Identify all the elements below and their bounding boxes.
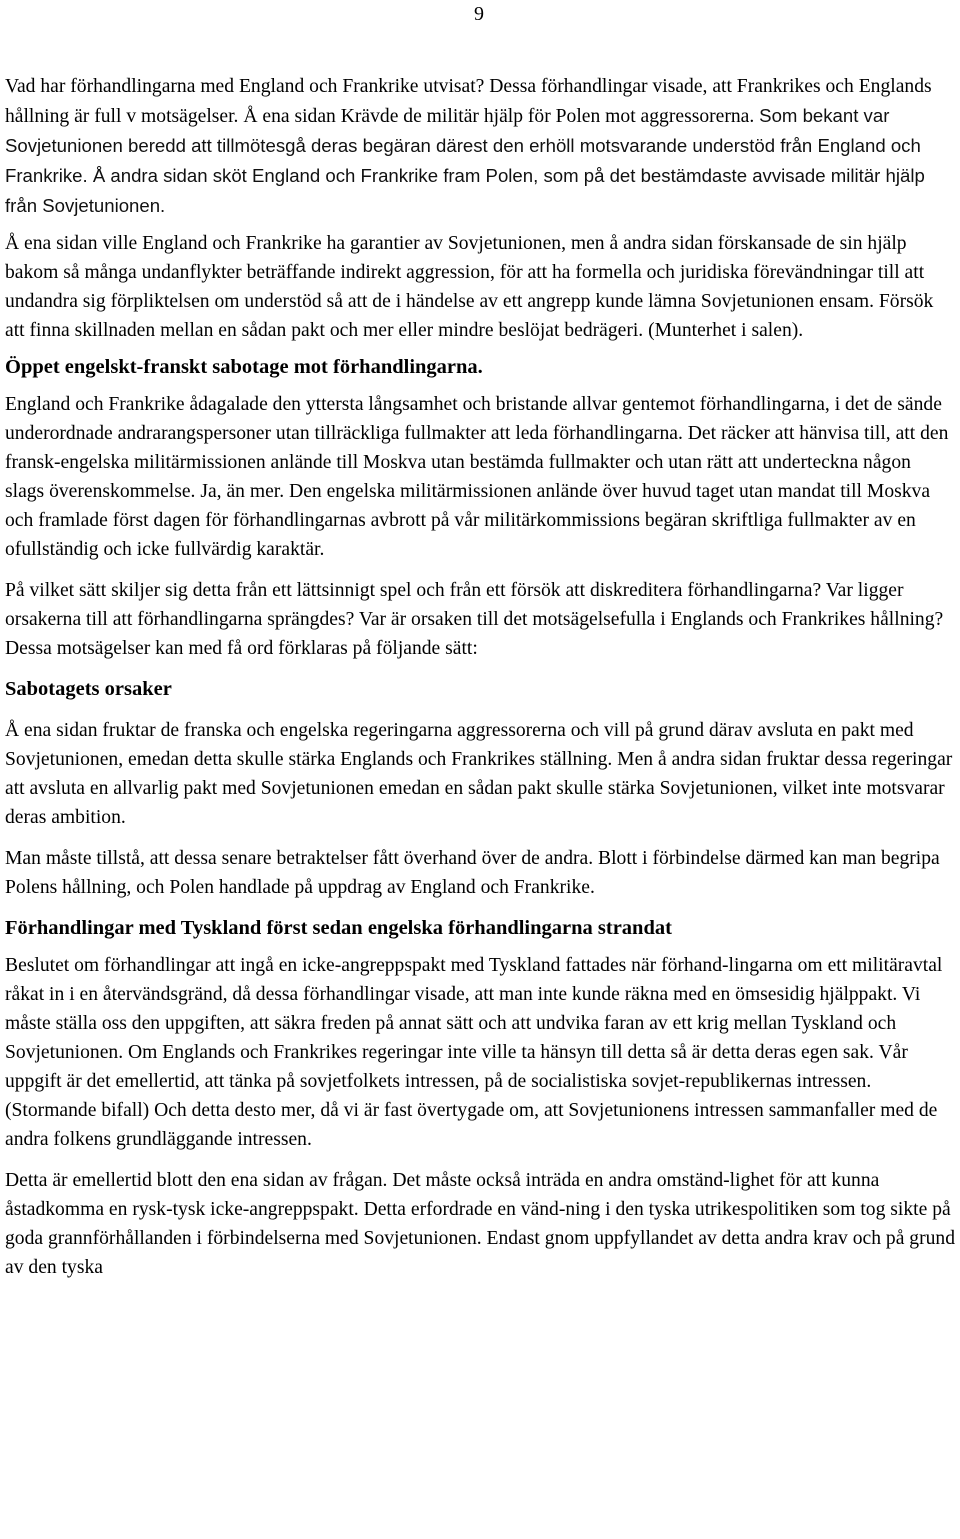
paragraph-questions: På vilket sätt skiljer sig detta från ett lättsinnigt spel och från ett försök att diskreditera förhandlingarna? Var ligger orsakerna till att förhandlingarna sprängdes? Var är orsaken till det motsägelsefulla i Englands och Frankrikes hållning? Dessa motsägelser kan med få ord förklaras på följande sätt: <box>5 580 944 659</box>
paragraph-garantier: Å ena sidan ville England och Frankrike ha garantier av Sovjetunionen, men å andra sidan förskansade de sin hjälp bakom så många undanflykter beträffande indirekt aggression, för att ha formella och juridiska förevändningar till att undandra sig förpliktelsen om understöd så att de i händelse av ett angrepp kunde lämna Sovjetunionen ensam. Försök att finna skillnaden mellan en sådan pakt och mer eller mindre beslöjat bedrägeri. (Munterhet i salen). <box>5 233 934 341</box>
paragraph-detta: Detta är emellertid blott den ena sidan av frågan. Det måste också inträda en andra omständ-lighet för att kunna åstadkomma en rysk-tysk icke-angreppspakt. Detta erfordrade en vänd-ning i den tyska utrikespolitiken som tog sikte på goda grannförhållanden i förbindelserna med Sovjetunionen. Endast gnom uppfyllandet av detta andra krav och på grund av den tyska <box>5 1170 956 1278</box>
intro-sans-text: Som bekant var Sovjetunionen beredd att tillmötesgå deras begäran därest den erhöll motsvarande understöd från England och Frankrike. Å andra sidan sköt England och Frankrike fram Polen, som på det bestämdaste avvisade militär hjälp från Sovjetunionen. <box>5 105 925 216</box>
paragraph-polen: Man måste tillstå, att dessa senare betraktelser fått överhand över de andra. Blott i förbindelse därmed kan man begripa Polens hållning, och Polen handlade på uppdrag av England och Frankrike. <box>5 848 940 898</box>
paragraph-langsamhet: England och Frankrike ådagalade den yttersta långsamhet och bristande allvar gentemot förhandlingarna, i det de sände underordnade andrarangspersoner utan tillräckliga fullmakter att leda förhandlingarna. Det räcker att hänvisa till, att den fransk-engelska militärmissionen anlände till Moskva utan bestämda fullmakter och utan rätt att underteckna någon slags överenskommelse. Ja, än mer. Den engelska militärmissionen anlände över huvud taget utan mandat till Moskva och framlade först dagen för förhandlingarnas avbrott på vår militärkommissions begäran skriftliga fullmakter av en ofullständig och icke fullvärdig karaktär. <box>5 394 949 560</box>
heading-sabotage: Öppet engelskt-franskt sabotage mot förhandlingarna. <box>5 356 483 378</box>
intro-serif-text: Vad har förhandlingarna med England och Frankrike utvisat? Dessa förhandlingar visade, att Frankrikes och Englands hållning är full v motsägelser. Å ena sidan Krävde de militär hjälp för Polen mot aggressorerna. <box>5 76 932 127</box>
heading-orsaker: Sabotagets orsaker <box>5 678 172 700</box>
document-body <box>5 72 955 1282</box>
heading-tyskland: Förhandlingar med Tyskland först sedan engelska förhandlingarna strandat <box>5 917 672 939</box>
page-number: 9 <box>474 3 484 25</box>
paragraph-beslutet: Beslutet om förhandlingar att ingå en icke-angreppspakt med Tyskland fattades när förhand-lingarna om ett militäravtal råkat in i en återvändsgränd, då dessa förhandlingar visade, att man inte kunde räkna med en ömsesidig hjälppakt. Vi måste ställa oss den uppgiften, att säkra freden på annat sätt och att undvika faran av ett krig mellan Tyskland och Sovjetunionen. Om Englands och Frankrikes regeringar inte ville ta hänsyn till detta så är detta deras egen sak. Vår uppgift är det emellertid, att tänka på sovjetfolkets intressen, på de socialistiska sovjet-republikernas intressen. (Stormande bifall) Och detta desto mer, då vi är fast övertygade om, att Sovjetunionens intressen sammanfaller med de andra folkens grundläggande intressen. <box>5 955 943 1150</box>
paragraph-fruktar: Å ena sidan fruktar de franska och engelska regeringarna aggressorerna och vill på grund därav avsluta en pakt med Sovjetunionen, emedan detta skulle stärka Englands och Frankrikes ställning. Men å andra sidan fruktar dessa regeringar att avsluta en allvarlig pakt med Sovjetunionen emedan en sådan pakt skulle stärka Sovjetunionen, vilket inte motsvarar deras ambition. <box>5 720 953 828</box>
paragraph-intro <box>5 72 955 221</box>
